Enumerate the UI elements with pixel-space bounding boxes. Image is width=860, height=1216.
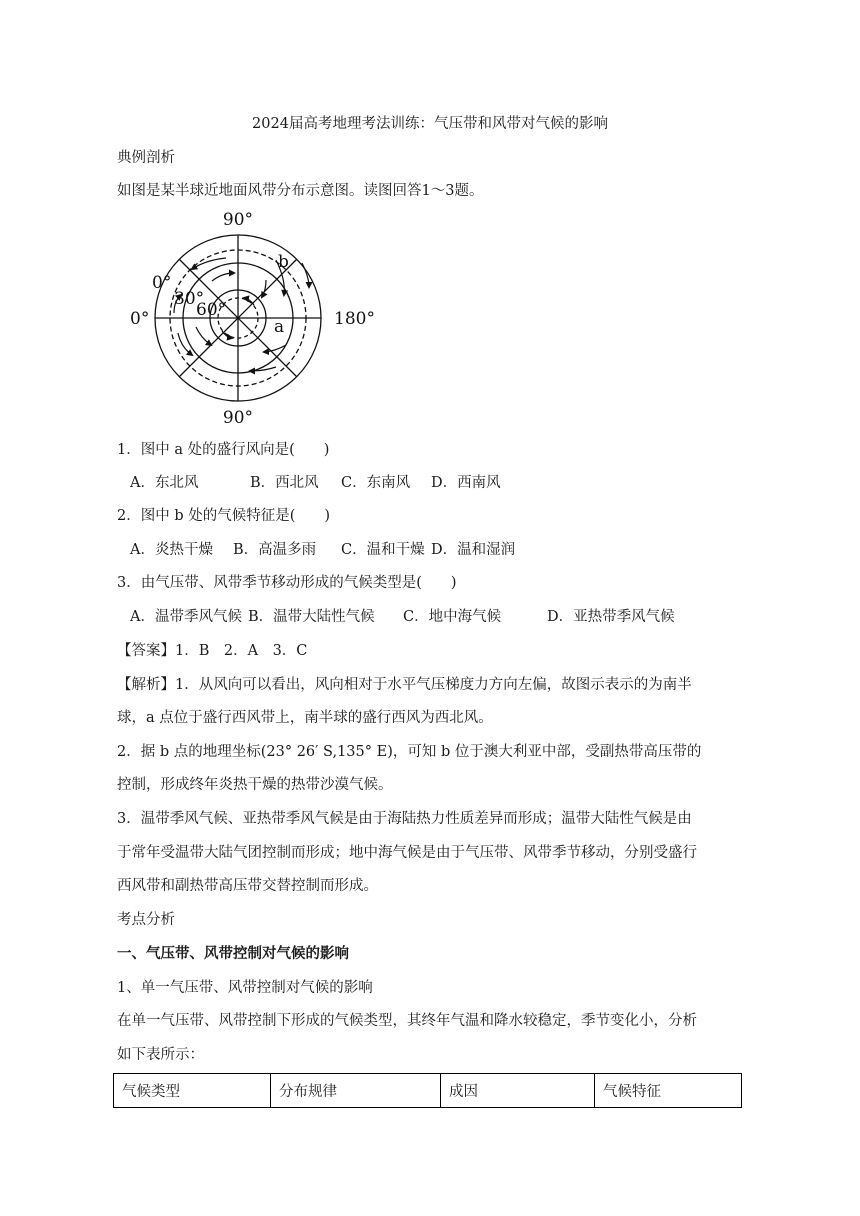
label-lat60: 60°	[196, 300, 227, 320]
question-1-stem: 1．图中 a 处的盛行风向是( )	[117, 442, 330, 458]
table-header-row	[114, 1074, 742, 1108]
climate-table	[113, 1073, 742, 1108]
label-lat30: 30°	[174, 289, 205, 309]
answer-text: 1．B 2．A 3．C	[175, 643, 308, 659]
q1-option-c: C．东南风	[341, 475, 411, 491]
q3-option-d: D．亚热带季风气候	[547, 609, 675, 625]
heading-pressure-belts: 一、气压带、风带控制对气候的影响	[117, 945, 349, 962]
intro-text: 如图是某半球近地面风带分布示意图。读图回答1～3题。	[117, 183, 484, 199]
analysis-p1-line2: 球，a 点位于盛行西风带上，南半球的盛行西风为西北风。	[117, 710, 493, 726]
table-header-distribution: 分布规律	[271, 1074, 441, 1108]
q1-option-b: B．西北风	[250, 475, 319, 491]
q3-option-a: A．温带季风气候	[130, 609, 242, 625]
label-top-90: 90°	[222, 210, 254, 230]
table-header-features: 气候特征	[595, 1074, 742, 1108]
q2-option-c: C．温和干燥	[341, 542, 425, 558]
analysis-p3-line1: 3．温带季风气候、亚热带季风气候是由于海陆热力性质差异而形成；温带大陆性气候是由	[117, 811, 692, 827]
q1-option-d: D．西南风	[431, 475, 501, 491]
q1-option-a: A．东北风	[130, 475, 199, 491]
analysis-label: 【解析】	[117, 677, 175, 693]
q3-option-c: C．地中海气候	[403, 609, 502, 625]
wind-arrow	[262, 280, 266, 297]
body-text-line2: 如下表所示：	[117, 1047, 204, 1063]
analysis-p1-line1: 【解析】1．从风向可以看出，风向相对于水平气压梯度力方向左偏，故图示表示的为南半	[117, 677, 692, 693]
label-bottom-90: 90°	[222, 408, 254, 427]
analysis-p3-line3: 西风带和副热带高压带交替控制而形成。	[117, 878, 378, 894]
question-3-stem: 3．由气压带、风带季节移动形成的气候类型是( )	[117, 575, 457, 591]
label-upper-left-0: 0°	[152, 273, 172, 293]
analysis-p3-line2: 于常年受温带大陆气团控制而形成；地中海气候是由于气压带、风带季节移动，分别受盛行	[117, 845, 697, 861]
document-title: 2024届高考地理考法训练：气压带和风带对气候的影响	[252, 116, 608, 132]
q2-option-a: A．炎热干燥	[130, 542, 213, 558]
wind-arrow	[212, 273, 234, 281]
q3-option-b: B．温带大陆性气候	[248, 609, 375, 625]
table-header-cause: 成因	[441, 1074, 595, 1108]
label-right-180: 180°	[334, 309, 375, 329]
wind-belt-diagram	[126, 205, 376, 427]
analysis-p2-line2: 控制，形成终年炎热干燥的热带沙漠气候。	[117, 777, 393, 793]
q2-option-d: D．温和湿润	[431, 542, 516, 558]
question-2-stem: 2．图中 b 处的气候特征是( )	[117, 508, 331, 524]
q2-option-b: B．高温多雨	[233, 542, 317, 558]
subheading-single-belt: 1、单一气压带、风带控制对气候的影响	[117, 980, 373, 996]
section-heading-analysis: 考点分析	[117, 912, 175, 928]
label-point-b: b	[278, 252, 289, 272]
section-heading-examples: 典例剖析	[117, 150, 175, 166]
table-header-climate-type: 气候类型	[114, 1074, 271, 1108]
label-point-a: a	[274, 317, 285, 337]
body-text-line1: 在单一气压带、风带控制下形成的气候类型，其终年气温和降水较稳定，季节变化小，分析	[117, 1013, 697, 1029]
label-left-0: 0°	[130, 309, 150, 329]
answer-line	[117, 641, 307, 661]
answer-label: 【答案】	[117, 643, 175, 659]
analysis-p2-line1: 2．据 b 点的地理坐标(23° 26′ S,135° E)，可知 b 位于澳大利亚中部，受副热带高压带的	[117, 744, 702, 760]
wind-arrow	[196, 327, 211, 345]
